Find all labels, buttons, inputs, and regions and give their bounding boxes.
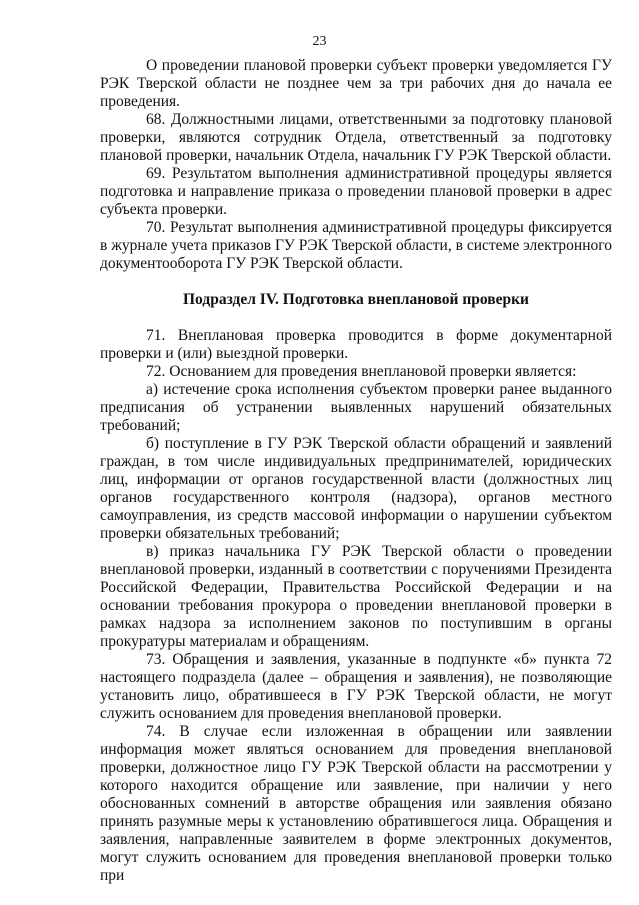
subitem-b: б) поступление в ГУ РЭК Тверской области обращений и заявлений граждан, в том числе индивидуальных предпринимателей, юридических лиц, информации от органов государственной власти (должностных лиц органов государственного контроля (надзора), органов местного самоуправления, из средств массовой информации о нарушении субъектом проверки обязательных требований; — [100, 435, 612, 542]
subitem-v: в) приказ начальника ГУ РЭК Тверской области о проведении внеплановой проверки, изданный в соответствии с поручениями Президента Российской Федерации, Правительства Российской Федерации и на основании требования прокурора о проведении внеплановой проверки в рамках надзора за исполнением законов по поступившим в органы прокуратуры материалам и обращениям. — [100, 543, 612, 650]
paragraph-72: 72. Основанием для проведения внеплановой проверки является: — [146, 363, 577, 380]
subitem-a: а) истечение срока исполнения субъектом проверки ранее выданного предписания об устранении выявленных нарушений обязательных требований; — [100, 381, 612, 434]
paragraph-74: 74. В случае если изложенная в обращении или заявлении информация может являться основанием для проведения внеплановой проверки, должностное лицо ГУ РЭК Тверской области на рассмотрении у которого находится обращение или заявление, при наличии у него обоснованных сомнений в авторстве обращения или заявления обязано принять разумные меры к установлению обратившегося лица. Обращения и заявления, направленные заявителем в форме электронных документов, могут служить основанием для проведения внеплановой проверки только при — [100, 723, 612, 884]
paragraph-68: 68. Должностными лицами, ответственными за подготовку плановой проверки, являются сотрудник Отдела, ответственный за подготовку плановой проверки, начальник Отдела, начальник ГУ РЭК Тверской области. — [100, 111, 612, 164]
paragraph-plan-notice: О проведении плановой проверки субъект проверки уведомляется ГУ РЭК Тверской области не позднее чем за три рабочих дня до начала ее проведения. — [100, 57, 612, 110]
page-content — [100, 57, 612, 885]
paragraph-70: 70. Результат выполнения административной процедуры фиксируется в журнале учета приказов ГУ РЭК Тверской области, в системе электронного документооборота ГУ РЭК Тверской области. — [100, 219, 612, 272]
page-number: 23 — [312, 34, 327, 49]
paragraph-71: 71. Внеплановая проверка проводится в форме документарной проверки и (или) выездной проверки. — [100, 327, 612, 362]
paragraph-69: 69. Результатом выполнения административной процедуры является подготовка и направление приказа о проведении плановой проверки в адрес субъекта проверки. — [100, 165, 612, 218]
paragraph-73: 73. Обращения и заявления, указанные в подпункте «б» пункта 72 настоящего подраздела (далее – обращения и заявления), не позволяющие установить лицо, обратившееся в ГУ РЭК Тверской области, не могут служить основанием для проведения внеплановой проверки. — [100, 651, 612, 722]
section-heading: Подраздел IV. Подготовка внеплановой проверки — [183, 291, 529, 308]
